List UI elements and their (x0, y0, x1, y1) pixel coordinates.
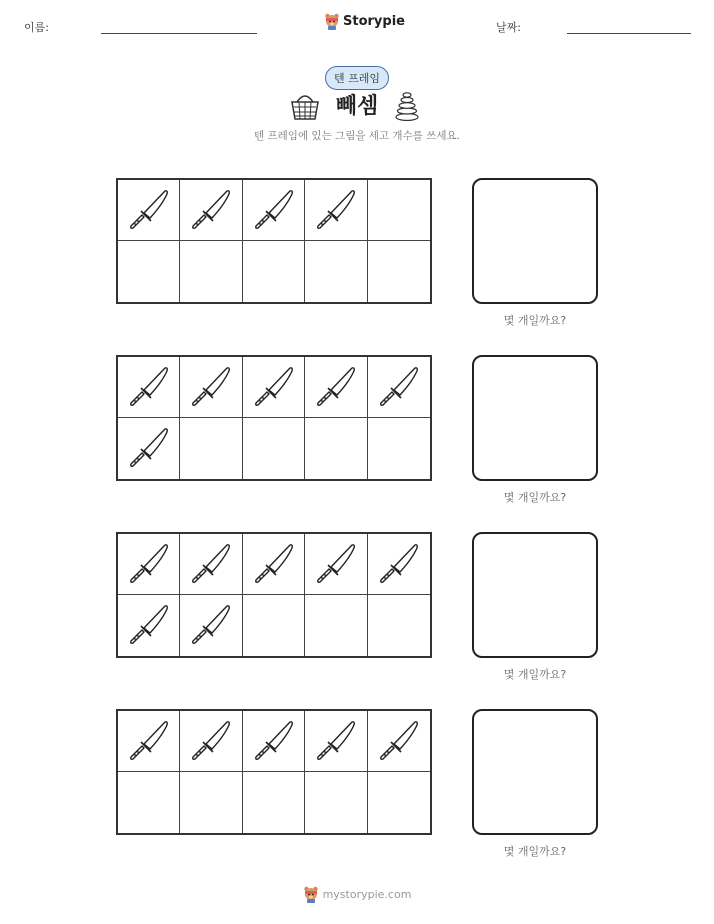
ten-frame (116, 355, 432, 481)
ten-frame-cell (243, 534, 305, 595)
knife-icon (126, 541, 172, 587)
name-label: 이름: (24, 21, 49, 34)
knife-icon (313, 364, 359, 410)
ten-frame-cell (305, 534, 367, 595)
ten-frame (116, 532, 432, 658)
name-line[interactable] (101, 33, 257, 34)
question-text: 몇 개일까요? (503, 491, 567, 504)
knife-icon (251, 364, 297, 410)
brand-name: Storypie (343, 13, 405, 29)
answer-box[interactable] (472, 355, 598, 481)
knife-icon (376, 718, 422, 764)
ten-frame-cell (118, 595, 180, 656)
ten-frame-cell (368, 772, 430, 833)
knife-icon (126, 425, 172, 471)
knife-icon (126, 718, 172, 764)
ten-frame-cell (368, 711, 430, 772)
knife-icon (251, 718, 297, 764)
ten-frame-cell (180, 241, 242, 302)
ten-frame-cell (243, 241, 305, 302)
ten-frame-cell (305, 241, 367, 302)
ten-frame-cell (180, 357, 242, 418)
ten-frame-cell (243, 180, 305, 241)
knife-icon (376, 541, 422, 587)
ten-frame-cell (118, 241, 180, 302)
knife-icon (126, 364, 172, 410)
knife-icon (188, 364, 234, 410)
ten-frame-cell (243, 711, 305, 772)
ten-frame-cell (305, 180, 367, 241)
knife-icon (251, 541, 297, 587)
answer-box[interactable] (472, 709, 598, 835)
ten-frame-cell (243, 772, 305, 833)
ten-frame-cell (180, 711, 242, 772)
question-text: 몇 개일까요? (503, 668, 567, 681)
knife-icon (188, 187, 234, 233)
ten-frame-cell (118, 418, 180, 479)
knife-icon (313, 187, 359, 233)
instruction-text: 텐 프레임에 있는 그림을 세고 개수를 쓰세요. (254, 130, 460, 142)
ten-frame-cell (305, 595, 367, 656)
knife-icon (188, 718, 234, 764)
ten-frame-cell (368, 418, 430, 479)
question-text: 몇 개일까요? (503, 845, 567, 858)
question-text: 몇 개일까요? (503, 314, 567, 327)
knife-icon (188, 541, 234, 587)
answer-box[interactable] (472, 532, 598, 658)
date-label: 날짜: (496, 21, 521, 34)
ten-frame-cell (305, 772, 367, 833)
ten-frame-cell (118, 180, 180, 241)
knife-icon (126, 602, 172, 648)
knife-icon (376, 364, 422, 410)
ten-frame-cell (368, 595, 430, 656)
ten-frame (116, 178, 432, 304)
ten-frame-cell (118, 711, 180, 772)
ten-frame-cell (180, 418, 242, 479)
answer-box[interactable] (472, 178, 598, 304)
ten-frame-cell (243, 595, 305, 656)
stacked-stones-icon (394, 89, 420, 121)
knife-icon (313, 718, 359, 764)
ten-frame-cell (368, 534, 430, 595)
ten-frame-cell (180, 180, 242, 241)
ten-frame-cell (118, 772, 180, 833)
ten-frame-cell (118, 534, 180, 595)
ten-frame-cell (305, 357, 367, 418)
bear-mascot-icon (303, 885, 319, 903)
ten-frame-cell (305, 711, 367, 772)
bear-mascot-icon (324, 12, 340, 30)
knife-icon (188, 602, 234, 648)
knife-icon (251, 187, 297, 233)
date-line[interactable] (567, 33, 691, 34)
ten-frame-cell (180, 595, 242, 656)
ten-frame-cell (180, 772, 242, 833)
ten-frame-cell (305, 418, 367, 479)
footer (0, 885, 714, 903)
footer-site[interactable]: mystorypie.com (322, 887, 412, 901)
ten-frame-cell (180, 534, 242, 595)
ten-frame-cell (118, 357, 180, 418)
ten-frame (116, 709, 432, 835)
knife-icon (126, 187, 172, 233)
brand-logo (324, 12, 405, 30)
ten-frame-cell (243, 357, 305, 418)
subject-badge: 텐 프레임 (325, 66, 389, 90)
ten-frame-cell (243, 418, 305, 479)
ten-frame-cell (368, 357, 430, 418)
knife-icon (313, 541, 359, 587)
ten-frame-cell (368, 180, 430, 241)
ten-frame-cell (368, 241, 430, 302)
worksheet-title: 빼셈 (335, 94, 379, 119)
